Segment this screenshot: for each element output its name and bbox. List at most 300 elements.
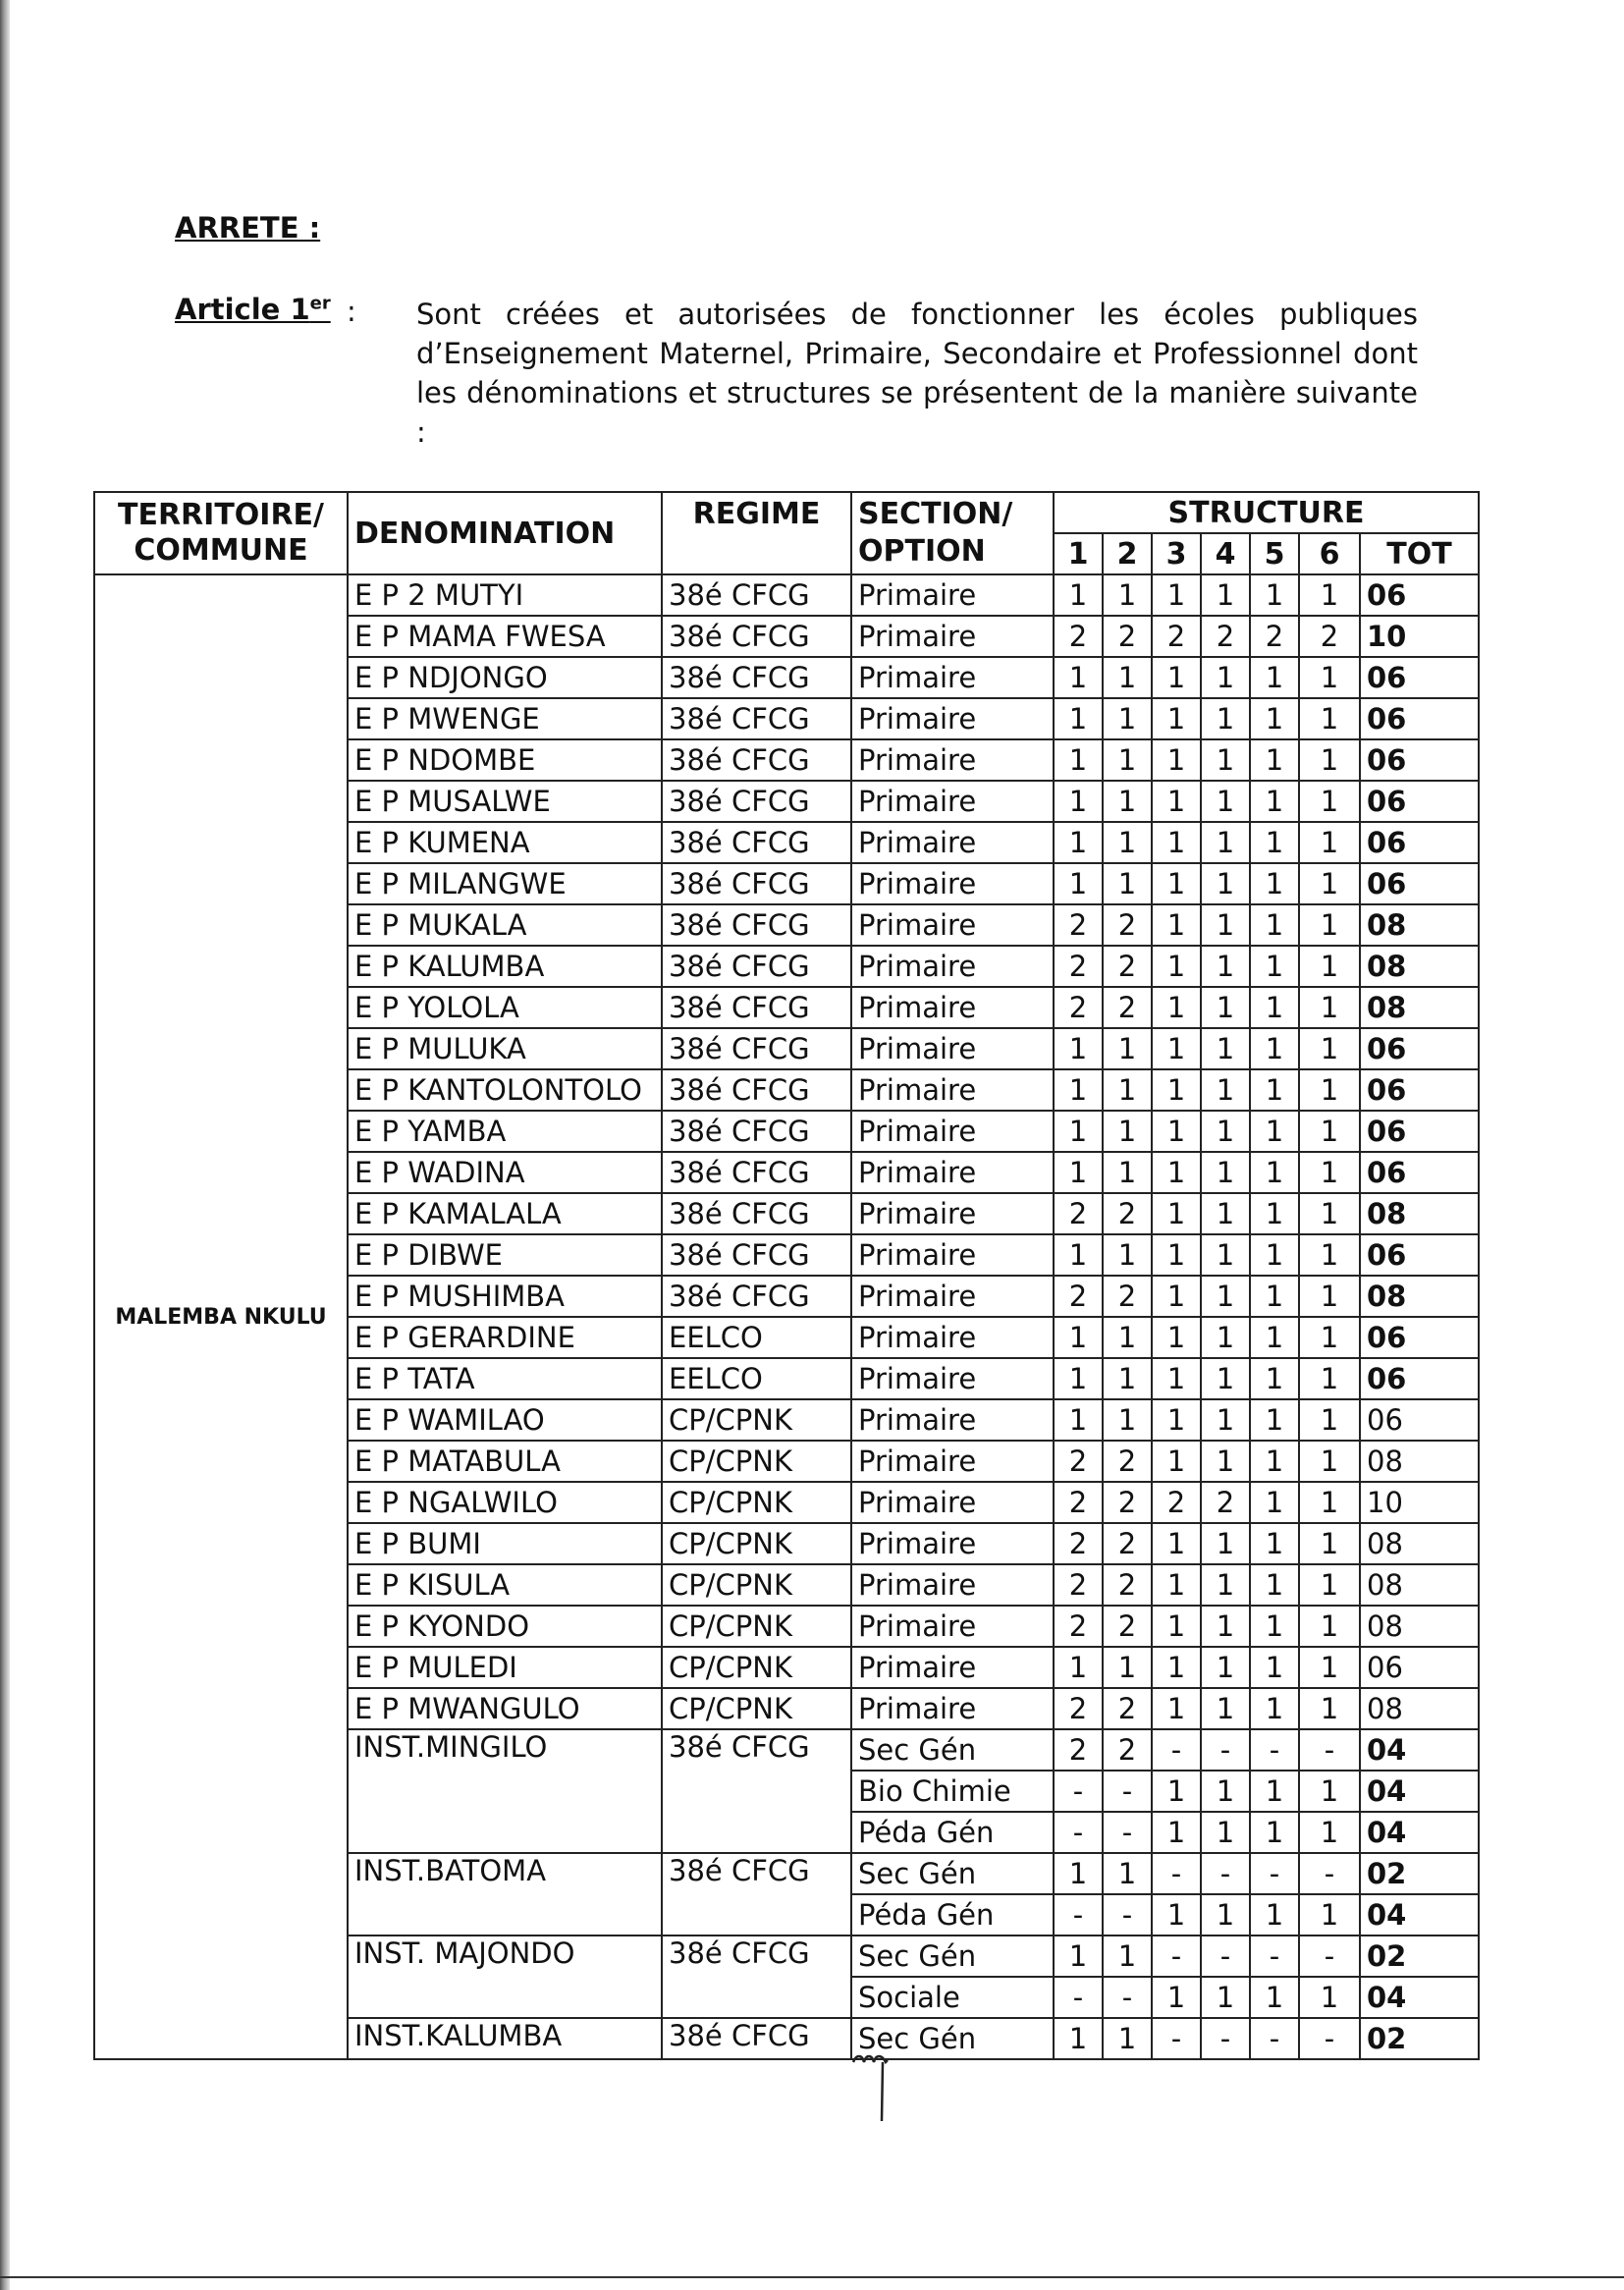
structure-cell: 1: [1103, 1317, 1152, 1358]
structure-cell: 1: [1152, 1276, 1201, 1317]
school-section: Primaire: [851, 1523, 1054, 1564]
structure-cell: 1: [1054, 1028, 1103, 1069]
structure-cell: 2: [1250, 616, 1299, 657]
structure-cell: 1: [1201, 1069, 1250, 1111]
structure-cell: -: [1054, 1894, 1103, 1936]
total-cell: 02: [1360, 1936, 1479, 1977]
school-section: Sec Gén: [851, 1853, 1054, 1894]
structure-cell: 1: [1299, 1317, 1360, 1358]
structure-cell: 1: [1152, 1688, 1201, 1729]
schools-table: [93, 491, 1480, 2060]
structure-cell: 1: [1250, 1028, 1299, 1069]
school-name: INST.MINGILO: [348, 1729, 662, 1853]
school-section: Primaire: [851, 946, 1054, 987]
structure-cell: 1: [1201, 1977, 1250, 2018]
header-structure: STRUCTURE: [1054, 492, 1479, 533]
structure-cell: 1: [1103, 1111, 1152, 1152]
structure-cell: -: [1250, 1853, 1299, 1894]
structure-cell: 1: [1250, 1441, 1299, 1482]
structure-cell: 1: [1152, 1234, 1201, 1276]
structure-cell: 2: [1152, 1482, 1201, 1523]
initials-paraph: [848, 2052, 907, 2131]
structure-cell: 1: [1250, 1193, 1299, 1234]
structure-cell: 2: [1054, 1441, 1103, 1482]
school-section: Péda Gén: [851, 1812, 1054, 1853]
structure-cell: -: [1152, 1729, 1201, 1771]
structure-cell: 1: [1299, 1441, 1360, 1482]
structure-cell: 1: [1103, 822, 1152, 863]
structure-cell: 1: [1103, 863, 1152, 904]
structure-cell: 1: [1152, 1317, 1201, 1358]
structure-cell: 1: [1103, 1234, 1152, 1276]
school-regime: 38é CFCG: [662, 1028, 851, 1069]
structure-cell: 1: [1299, 1812, 1360, 1853]
school-section: Primaire: [851, 863, 1054, 904]
total-cell: 08: [1360, 1193, 1479, 1234]
article-text: Sont créées et autorisées de fonctionner les écoles publiques d’Enseignement Maternel, Primaire, Secondaire et Professionnel dont les dénominations et structures se présentent de la manière suivante :: [416, 298, 1418, 449]
school-name: E P MULUKA: [348, 1028, 662, 1069]
structure-cell: 1: [1103, 1358, 1152, 1399]
header-col-2: 2: [1103, 533, 1152, 574]
school-section: Primaire: [851, 1152, 1054, 1193]
school-section: Primaire: [851, 1193, 1054, 1234]
school-regime: CP/CPNK: [662, 1523, 851, 1564]
structure-cell: 1: [1103, 1069, 1152, 1111]
structure-cell: 1: [1152, 946, 1201, 987]
structure-cell: 2: [1054, 1688, 1103, 1729]
total-cell: 08: [1360, 1688, 1479, 1729]
structure-cell: 1: [1152, 1441, 1201, 1482]
structure-cell: -: [1103, 1894, 1152, 1936]
school-section: Primaire: [851, 698, 1054, 739]
structure-cell: 1: [1201, 574, 1250, 616]
structure-cell: 1: [1054, 739, 1103, 781]
structure-cell: 1: [1103, 657, 1152, 698]
total-cell: 02: [1360, 1853, 1479, 1894]
school-name: E P MATABULA: [348, 1441, 662, 1482]
structure-cell: 1: [1103, 1647, 1152, 1688]
structure-cell: 1: [1054, 1152, 1103, 1193]
header-col-6: 6: [1299, 533, 1360, 574]
school-section: Sec Gén: [851, 1729, 1054, 1771]
structure-cell: 1: [1201, 1111, 1250, 1152]
structure-cell: 1: [1201, 1152, 1250, 1193]
school-regime: 38é CFCG: [662, 1111, 851, 1152]
total-cell: 04: [1360, 1771, 1479, 1812]
structure-cell: 1: [1250, 1399, 1299, 1441]
structure-cell: 1: [1299, 987, 1360, 1028]
structure-cell: 1: [1201, 1564, 1250, 1606]
structure-cell: -: [1201, 1729, 1250, 1771]
structure-cell: 1: [1299, 1399, 1360, 1441]
structure-cell: 1: [1201, 1276, 1250, 1317]
structure-cell: 1: [1201, 1399, 1250, 1441]
structure-cell: -: [1250, 2018, 1299, 2059]
structure-cell: 1: [1250, 904, 1299, 946]
total-cell: 08: [1360, 1523, 1479, 1564]
school-regime: CP/CPNK: [662, 1647, 851, 1688]
structure-cell: 1: [1299, 1688, 1360, 1729]
structure-cell: 1: [1201, 1894, 1250, 1936]
structure-cell: 1: [1299, 1069, 1360, 1111]
school-section: Sociale: [851, 1977, 1054, 2018]
structure-cell: 1: [1250, 1894, 1299, 1936]
structure-cell: 1: [1103, 1028, 1152, 1069]
total-cell: 08: [1360, 1441, 1479, 1482]
structure-cell: -: [1299, 1729, 1360, 1771]
total-cell: 04: [1360, 1977, 1479, 2018]
structure-cell: 2: [1054, 1276, 1103, 1317]
structure-cell: 1: [1201, 1193, 1250, 1234]
structure-cell: 2: [1103, 1729, 1152, 1771]
school-name: E P NDJONGO: [348, 657, 662, 698]
school-regime: CP/CPNK: [662, 1441, 851, 1482]
structure-cell: -: [1103, 1771, 1152, 1812]
structure-cell: 1: [1201, 987, 1250, 1028]
structure-cell: 2: [1054, 1606, 1103, 1647]
header-col-tot: TOT: [1360, 533, 1479, 574]
structure-cell: -: [1152, 1936, 1201, 1977]
school-section: Primaire: [851, 739, 1054, 781]
structure-cell: 2: [1054, 1482, 1103, 1523]
total-cell: 06: [1360, 781, 1479, 822]
decree-heading: ARRETE :: [175, 211, 321, 245]
structure-cell: 1: [1299, 1606, 1360, 1647]
structure-cell: 1: [1152, 863, 1201, 904]
structure-cell: -: [1201, 2018, 1250, 2059]
school-section: Sec Gén: [851, 1936, 1054, 1977]
structure-cell: 1: [1054, 1647, 1103, 1688]
total-cell: 08: [1360, 987, 1479, 1028]
school-name: E P YOLOLA: [348, 987, 662, 1028]
school-regime: CP/CPNK: [662, 1564, 851, 1606]
structure-cell: 1: [1152, 657, 1201, 698]
school-regime: 38é CFCG: [662, 2018, 851, 2059]
structure-cell: 2: [1201, 1482, 1250, 1523]
structure-cell: 1: [1152, 1606, 1201, 1647]
structure-cell: 1: [1250, 698, 1299, 739]
structure-cell: 1: [1299, 1647, 1360, 1688]
structure-cell: 2: [1103, 987, 1152, 1028]
structure-cell: 1: [1152, 1812, 1201, 1853]
total-cell: 04: [1360, 1894, 1479, 1936]
school-name: E P MUKALA: [348, 904, 662, 946]
structure-cell: 1: [1250, 1688, 1299, 1729]
total-cell: 08: [1360, 1564, 1479, 1606]
structure-cell: 1: [1152, 1771, 1201, 1812]
structure-cell: 1: [1152, 1069, 1201, 1111]
structure-cell: -: [1250, 1729, 1299, 1771]
structure-cell: 2: [1054, 616, 1103, 657]
structure-cell: 1: [1299, 1894, 1360, 1936]
structure-cell: 2: [1103, 1482, 1152, 1523]
school-name: E P NGALWILO: [348, 1482, 662, 1523]
structure-cell: 1: [1250, 1523, 1299, 1564]
structure-cell: 2: [1103, 1193, 1152, 1234]
structure-cell: 1: [1054, 1936, 1103, 1977]
total-cell: 08: [1360, 904, 1479, 946]
school-name: E P MULEDI: [348, 1647, 662, 1688]
structure-cell: 1: [1299, 1977, 1360, 2018]
total-cell: 10: [1360, 616, 1479, 657]
structure-cell: 1: [1152, 739, 1201, 781]
structure-cell: 1: [1250, 739, 1299, 781]
school-name: E P GERARDINE: [348, 1317, 662, 1358]
structure-cell: -: [1054, 1977, 1103, 2018]
header-col-1: 1: [1054, 533, 1103, 574]
structure-cell: 1: [1201, 1358, 1250, 1399]
school-name: E P 2 MUTYI: [348, 574, 662, 616]
school-regime: 38é CFCG: [662, 1936, 851, 2018]
structure-cell: 2: [1103, 1276, 1152, 1317]
structure-cell: 1: [1250, 1234, 1299, 1276]
structure-cell: 1: [1054, 781, 1103, 822]
school-section: Primaire: [851, 1441, 1054, 1482]
structure-cell: 1: [1299, 1028, 1360, 1069]
school-regime: 38é CFCG: [662, 822, 851, 863]
school-section: Primaire: [851, 904, 1054, 946]
school-name: E P DIBWE: [348, 1234, 662, 1276]
total-cell: 06: [1360, 1069, 1479, 1111]
structure-cell: 1: [1250, 1771, 1299, 1812]
structure-cell: 1: [1299, 1771, 1360, 1812]
total-cell: 04: [1360, 1729, 1479, 1771]
school-section: Primaire: [851, 1028, 1054, 1069]
school-regime: 38é CFCG: [662, 1234, 851, 1276]
school-name: E P MUSHIMBA: [348, 1276, 662, 1317]
structure-cell: 1: [1152, 1152, 1201, 1193]
total-cell: 02: [1360, 2018, 1479, 2059]
structure-cell: -: [1201, 1936, 1250, 1977]
structure-cell: 2: [1054, 1564, 1103, 1606]
school-regime: 38é CFCG: [662, 1276, 851, 1317]
total-cell: 06: [1360, 1358, 1479, 1399]
structure-cell: 1: [1054, 1234, 1103, 1276]
school-name: E P NDOMBE: [348, 739, 662, 781]
structure-cell: 1: [1152, 987, 1201, 1028]
structure-cell: 1: [1250, 1317, 1299, 1358]
structure-cell: -: [1152, 1853, 1201, 1894]
structure-cell: 1: [1152, 1358, 1201, 1399]
total-cell: 04: [1360, 1812, 1479, 1853]
structure-cell: 2: [1054, 946, 1103, 987]
structure-cell: 1: [1299, 863, 1360, 904]
structure-cell: 1: [1250, 781, 1299, 822]
structure-cell: 1: [1201, 1771, 1250, 1812]
school-name: E P KAMALALA: [348, 1193, 662, 1234]
total-cell: 06: [1360, 1152, 1479, 1193]
structure-cell: 2: [1103, 1564, 1152, 1606]
total-cell: 06: [1360, 1317, 1479, 1358]
school-name: E P YAMBA: [348, 1111, 662, 1152]
structure-cell: -: [1054, 1812, 1103, 1853]
total-cell: 06: [1360, 1399, 1479, 1441]
total-cell: 08: [1360, 1276, 1479, 1317]
structure-cell: 1: [1201, 781, 1250, 822]
structure-cell: 1: [1299, 1523, 1360, 1564]
school-regime: 38é CFCG: [662, 616, 851, 657]
structure-cell: 2: [1054, 987, 1103, 1028]
school-name: INST.KALUMBA: [348, 2018, 662, 2059]
total-cell: 06: [1360, 1647, 1479, 1688]
structure-cell: 2: [1103, 1606, 1152, 1647]
school-regime: 38é CFCG: [662, 987, 851, 1028]
structure-cell: 1: [1299, 1111, 1360, 1152]
structure-cell: 1: [1299, 1193, 1360, 1234]
school-regime: CP/CPNK: [662, 1399, 851, 1441]
structure-cell: 2: [1152, 616, 1201, 657]
structure-cell: 1: [1054, 1853, 1103, 1894]
structure-cell: 1: [1054, 1069, 1103, 1111]
structure-cell: 1: [1152, 1193, 1201, 1234]
school-section: Primaire: [851, 1317, 1054, 1358]
structure-cell: 2: [1103, 904, 1152, 946]
total-cell: 06: [1360, 698, 1479, 739]
school-regime: CP/CPNK: [662, 1482, 851, 1523]
school-regime: 38é CFCG: [662, 1069, 851, 1111]
structure-cell: 1: [1103, 574, 1152, 616]
structure-cell: -: [1299, 1853, 1360, 1894]
structure-cell: 1: [1152, 904, 1201, 946]
total-cell: 06: [1360, 1028, 1479, 1069]
school-name: E P TATA: [348, 1358, 662, 1399]
school-regime: 38é CFCG: [662, 1853, 851, 1936]
structure-cell: 1: [1054, 698, 1103, 739]
school-name: E P KANTOLONTOLO: [348, 1069, 662, 1111]
structure-cell: 2: [1103, 946, 1152, 987]
structure-cell: 1: [1250, 1482, 1299, 1523]
structure-cell: 1: [1054, 822, 1103, 863]
school-section: Bio Chimie: [851, 1771, 1054, 1812]
school-name: E P MWANGULO: [348, 1688, 662, 1729]
school-section: Primaire: [851, 1564, 1054, 1606]
school-name: E P MUSALWE: [348, 781, 662, 822]
school-section: Primaire: [851, 822, 1054, 863]
school-regime: 38é CFCG: [662, 739, 851, 781]
structure-cell: 1: [1201, 863, 1250, 904]
school-regime: 38é CFCG: [662, 1152, 851, 1193]
total-cell: 08: [1360, 946, 1479, 987]
total-cell: 08: [1360, 1606, 1479, 1647]
structure-cell: 1: [1152, 1399, 1201, 1441]
structure-cell: 1: [1054, 1399, 1103, 1441]
structure-cell: 1: [1299, 1234, 1360, 1276]
header-section: SECTION/ OPTION: [851, 492, 1054, 574]
structure-cell: 1: [1201, 1688, 1250, 1729]
structure-cell: 1: [1152, 698, 1201, 739]
structure-cell: 1: [1299, 1152, 1360, 1193]
structure-cell: 2: [1103, 1441, 1152, 1482]
school-name: E P MILANGWE: [348, 863, 662, 904]
structure-cell: 1: [1250, 946, 1299, 987]
total-cell: 06: [1360, 1234, 1479, 1276]
structure-cell: 1: [1152, 822, 1201, 863]
school-name: E P KALUMBA: [348, 946, 662, 987]
school-name: INST. MAJONDO: [348, 1936, 662, 2018]
structure-cell: 2: [1201, 616, 1250, 657]
total-cell: 06: [1360, 1111, 1479, 1152]
table-row: [94, 574, 1479, 616]
structure-cell: 1: [1299, 739, 1360, 781]
structure-cell: -: [1250, 1936, 1299, 1977]
structure-cell: 1: [1054, 1317, 1103, 1358]
structure-cell: 1: [1201, 657, 1250, 698]
school-name: E P MWENGE: [348, 698, 662, 739]
school-name: E P KUMENA: [348, 822, 662, 863]
structure-cell: 1: [1299, 1564, 1360, 1606]
school-section: Primaire: [851, 616, 1054, 657]
structure-cell: 1: [1250, 1276, 1299, 1317]
structure-cell: 1: [1250, 863, 1299, 904]
header-col-4: 4: [1201, 533, 1250, 574]
school-regime: CP/CPNK: [662, 1688, 851, 1729]
structure-cell: 1: [1054, 1358, 1103, 1399]
structure-cell: 1: [1250, 1812, 1299, 1853]
school-name: E P WADINA: [348, 1152, 662, 1193]
structure-cell: 1: [1299, 904, 1360, 946]
article-colon: :: [347, 295, 356, 328]
structure-cell: 1: [1250, 1606, 1299, 1647]
structure-cell: 1: [1250, 1069, 1299, 1111]
header-denomination: DENOMINATION: [348, 492, 662, 574]
structure-cell: 1: [1054, 863, 1103, 904]
structure-cell: -: [1299, 1936, 1360, 1977]
structure-cell: 2: [1103, 1688, 1152, 1729]
structure-cell: 1: [1299, 698, 1360, 739]
structure-cell: 1: [1250, 1111, 1299, 1152]
structure-cell: 1: [1299, 1482, 1360, 1523]
structure-cell: 2: [1054, 1523, 1103, 1564]
school-section: Sec Gén: [851, 2018, 1054, 2059]
structure-cell: 1: [1250, 1647, 1299, 1688]
structure-cell: -: [1103, 1812, 1152, 1853]
bottom-border-line: [0, 2276, 1624, 2278]
school-name: INST.BATOMA: [348, 1853, 662, 1936]
structure-cell: -: [1299, 2018, 1360, 2059]
structure-cell: 1: [1201, 1028, 1250, 1069]
table-body: [94, 574, 1479, 2059]
school-regime: EELCO: [662, 1317, 851, 1358]
structure-cell: 2: [1299, 616, 1360, 657]
school-name: E P MAMA FWESA: [348, 616, 662, 657]
structure-cell: 1: [1250, 657, 1299, 698]
structure-cell: 1: [1250, 1152, 1299, 1193]
structure-cell: 1: [1250, 1564, 1299, 1606]
structure-cell: 1: [1152, 1523, 1201, 1564]
structure-cell: -: [1054, 1771, 1103, 1812]
article-label-text: Article 1: [175, 293, 310, 326]
structure-cell: 1: [1201, 1606, 1250, 1647]
school-name: E P KISULA: [348, 1564, 662, 1606]
structure-cell: 1: [1201, 698, 1250, 739]
structure-cell: 1: [1299, 822, 1360, 863]
school-regime: 38é CFCG: [662, 698, 851, 739]
structure-cell: 1: [1250, 987, 1299, 1028]
school-name: E P KYONDO: [348, 1606, 662, 1647]
total-cell: 06: [1360, 822, 1479, 863]
school-section: Primaire: [851, 1399, 1054, 1441]
structure-cell: -: [1152, 2018, 1201, 2059]
school-name: E P WAMILAO: [348, 1399, 662, 1441]
school-section: Primaire: [851, 1234, 1054, 1276]
structure-cell: -: [1201, 1853, 1250, 1894]
school-regime: EELCO: [662, 1358, 851, 1399]
structure-cell: 1: [1054, 657, 1103, 698]
structure-cell: 2: [1103, 1523, 1152, 1564]
structure-cell: 1: [1054, 1111, 1103, 1152]
structure-cell: 1: [1201, 946, 1250, 987]
school-regime: 38é CFCG: [662, 863, 851, 904]
